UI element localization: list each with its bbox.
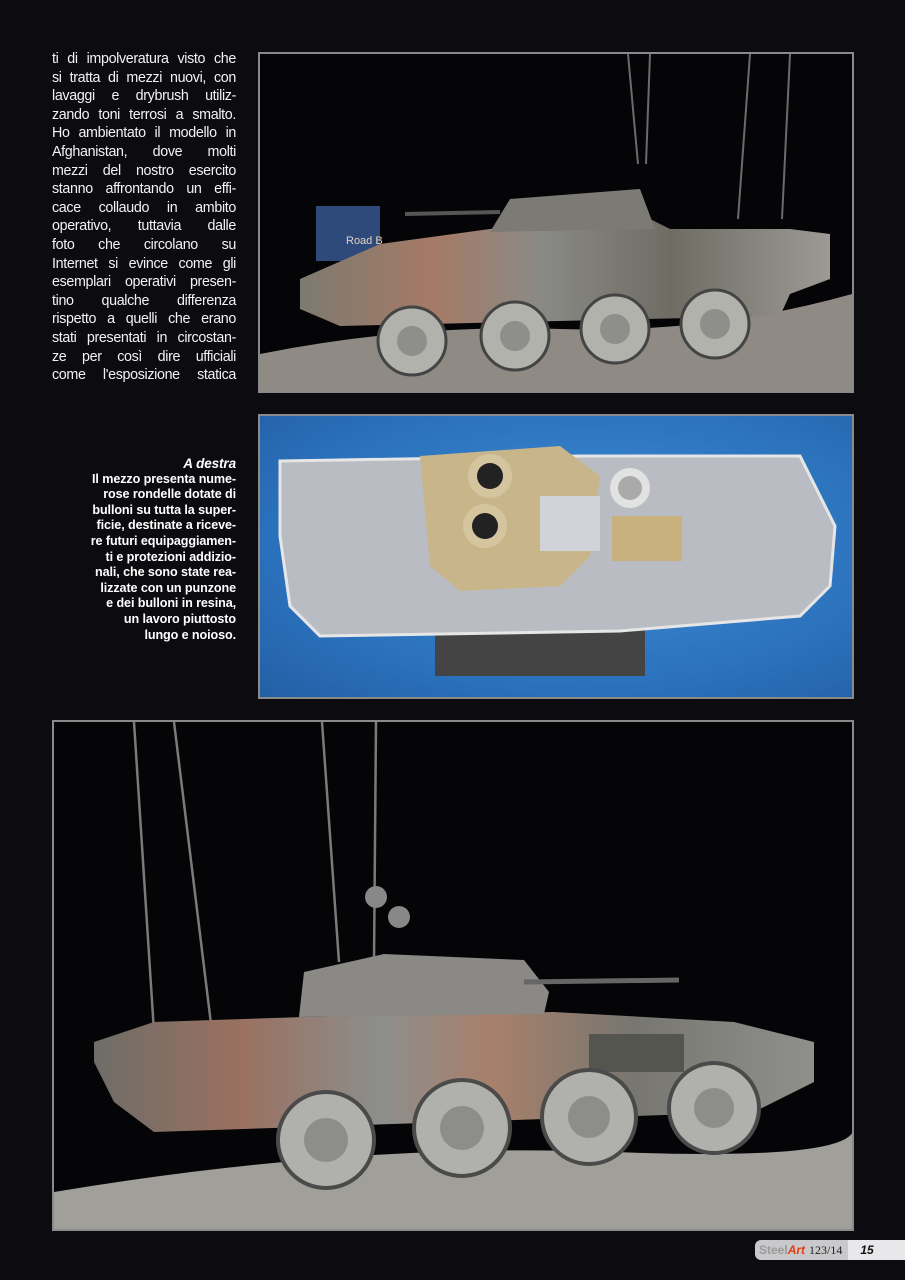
caption-line: ficie, destinate a riceve- — [96, 518, 236, 533]
text-line: Ho ambientato il modello in — [52, 125, 236, 142]
issue-number: 123/14 — [809, 1242, 843, 1257]
text-line: zando toni terrosi a smalto. — [52, 106, 236, 123]
text-line: esemplari operativi presen- — [52, 274, 236, 291]
text-line: ti di impolveratura visto che — [52, 51, 236, 67]
text-line: operativo, tuttavia dalle — [52, 218, 236, 235]
caption-line: bulloni su tutta la super- — [92, 502, 236, 517]
text-line: Afghanistan, dove molti — [52, 143, 236, 160]
caption-line: un lavoro piuttosto — [123, 611, 236, 626]
caption-title: A destra — [183, 456, 236, 471]
caption-line: lungo e noioso. — [144, 627, 236, 642]
article-body-text — [52, 50, 236, 385]
text-line: tino qualche differenza — [52, 292, 236, 309]
caption-line: rose rondelle dotate di — [103, 487, 236, 502]
page-footer — [755, 1240, 905, 1260]
text-line: si tratta di mezzi nuovi, con — [52, 69, 236, 86]
caption-line: Il mezzo presenta nume- — [92, 471, 236, 486]
text-line: lavaggi e drybrush utiliz- — [52, 88, 236, 105]
road-sign-text: Road B — [346, 235, 383, 247]
photo-vehicle-side-view — [258, 52, 854, 393]
text-line: rispetto a quelli che erano — [52, 311, 236, 328]
caption-line: lizzate con un punzone — [100, 580, 236, 595]
caption-line: re futuri equipaggiamen- — [90, 533, 236, 548]
magazine-logo — [759, 1243, 805, 1257]
text-line: Internet si evince come gli — [52, 255, 236, 272]
text-line: mezzi del nostro esercito — [52, 162, 236, 179]
page-number: 15 — [848, 1240, 905, 1260]
text-line: foto che circolano su — [52, 236, 236, 253]
caption-line: ti e protezioni addizio- — [105, 549, 236, 564]
text-line: come l'esposizione statica — [52, 367, 236, 384]
text-line: stanno affrontando un effi- — [52, 181, 236, 198]
text-line: cace collaudo in ambito — [52, 199, 236, 216]
logo-art: Art — [787, 1243, 806, 1257]
text-line: ze per così dire ufficiali — [52, 348, 236, 365]
photo-vehicle-top-view — [258, 414, 854, 699]
photo-vehicle-rear-quarter-view — [52, 720, 854, 1231]
photo-caption — [52, 456, 236, 643]
caption-line: nali, che sono state rea- — [95, 565, 236, 580]
logo-steel: Steel — [759, 1243, 788, 1257]
caption-line: e dei bulloni in resina, — [106, 596, 236, 611]
text-line: stati presentati in circostan- — [52, 329, 236, 346]
